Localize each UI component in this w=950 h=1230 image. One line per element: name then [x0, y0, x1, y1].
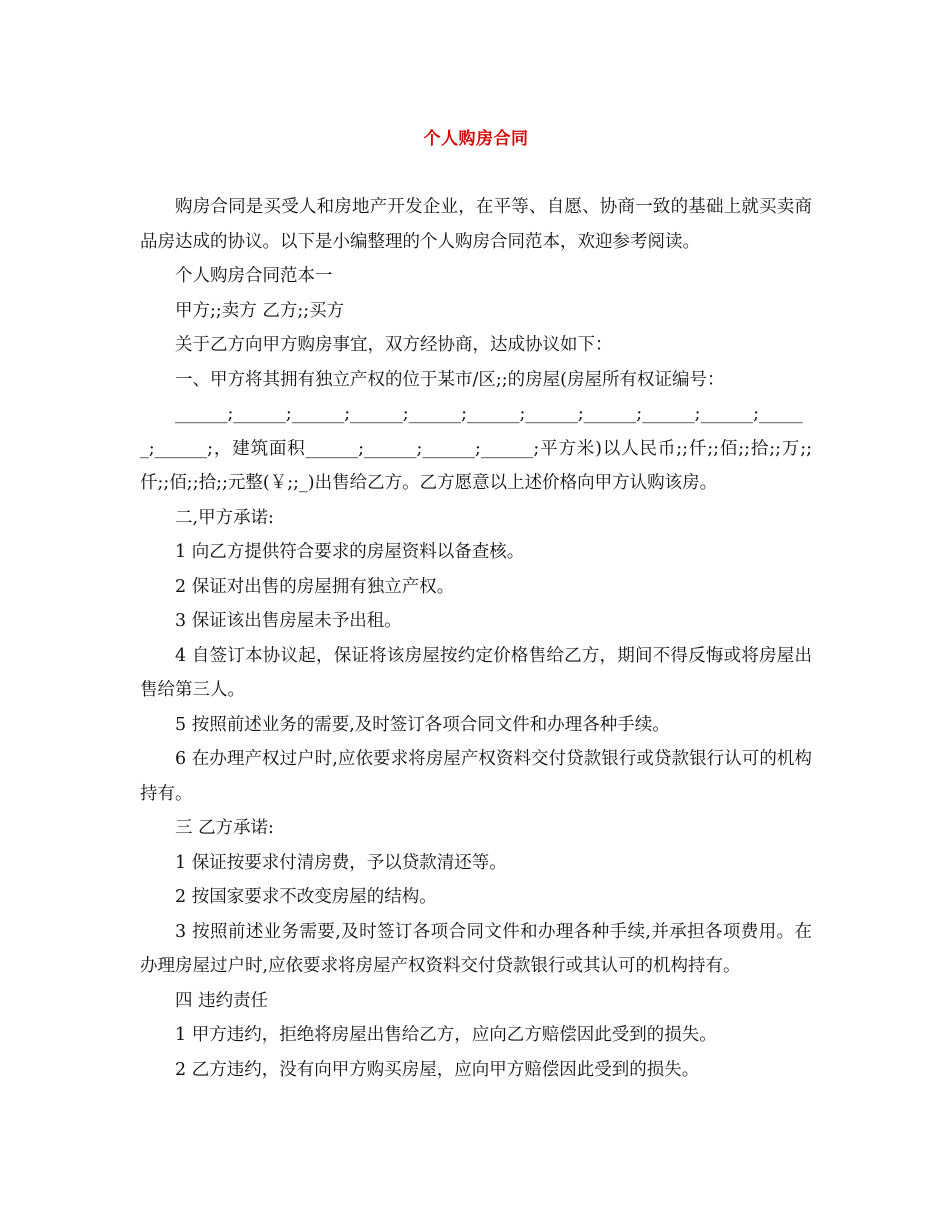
list-item: 3 保证该出售房屋未予出租。 — [175, 611, 402, 631]
document-title: 个人购房合同 — [423, 129, 529, 149]
document-body — [140, 190, 812, 1087]
list-item: 1 向乙方提供符合要求的房屋资料以备查核。 — [175, 542, 525, 562]
list-item: 1 甲方违约，拒绝将房屋出售给乙方，应向乙方赔偿因此受到的损失。 — [175, 1025, 717, 1045]
section-heading-breach: 四 违约责任 — [175, 990, 269, 1011]
paragraph-agreement-intro: 关于乙方向甲方购房事宜，双方经协商，达成协议如下： — [175, 335, 613, 355]
list-item: 2 按国家要求不改变房屋的结构。 — [175, 887, 437, 907]
paragraph-intro: 购房合同是买受人和房地产开发企业，在平等、自愿、协商一致的基础上就买卖商品房达成的协议。以下是小编整理的个人购房合同范本，欢迎参考阅读。 — [140, 197, 812, 252]
list-item: 4 自签订本协议起，保证将该房屋按约定价格售给乙方，期间不得反悔或将房屋出售给第三人。 — [140, 645, 812, 700]
list-item: 5 按照前述业务的需要,及时签订各项合同文件和办理各种手续。 — [175, 714, 670, 735]
document-page — [140, 0, 812, 1230]
paragraph-parties: 甲方;;卖方 乙方;;买方 — [175, 300, 345, 321]
paragraph-sample-heading: 个人购房合同范本一 — [175, 266, 333, 286]
list-item: 1 保证按要求付清房费，予以贷款清还等。 — [175, 852, 507, 873]
list-item: 6 在办理产权过户时,应依要求将房屋产权资料交付贷款银行或贷款银行认可的机构持有。 — [140, 749, 812, 804]
list-item: 2 保证对出售的房屋拥有独立产权。 — [175, 576, 455, 597]
section-heading-seller-promises: 二,甲方承诺: — [175, 507, 274, 528]
list-item: 2 乙方违约，没有向甲方购买房屋，应向甲方赔偿因此受到的损失。 — [175, 1059, 700, 1080]
section-heading-buyer-promises: 三 乙方承诺: — [175, 818, 274, 838]
list-item: 3 按照前述业务需要,及时签订各项合同文件和办理各种手续,并承担各项费用。在办理房屋过户时,应依要求将房屋产权资料交付贷款银行或其认可的机构持有。 — [140, 921, 812, 976]
paragraph-clause-one-details: ______;______;______;______;______;______;______;______;______;______;______;______;，建筑面积______;______;______;______;平方米)以人民币;;仟;;佰;;拾;;万;;仟;;佰;;拾;;元整(￥;;_)出售给乙方。乙方愿意以上述价格向甲方认购该房。 — [140, 404, 812, 493]
paragraph-clause-one: 一、甲方将其拥有独立产权的位于某市/区;;的房屋(房屋所有权证编号： — [175, 369, 725, 390]
